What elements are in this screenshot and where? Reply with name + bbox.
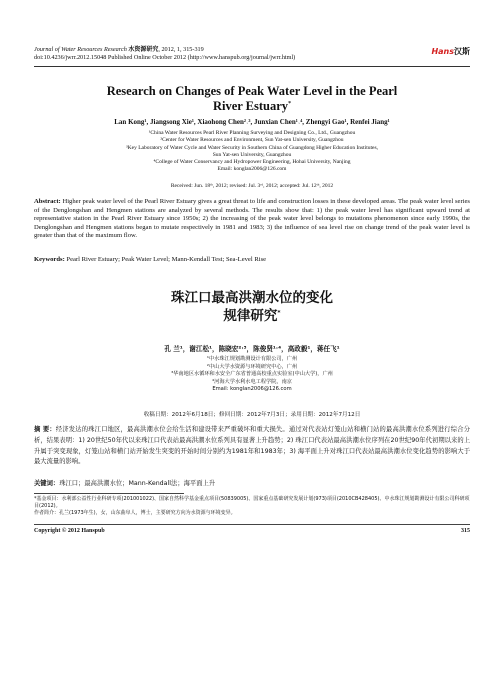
footer-rule [34, 524, 470, 525]
journal-name-cn: 水资源研究 [128, 46, 159, 53]
title-footnote-mark: * [288, 100, 292, 107]
affiliation-line: ⁴河海大学水利水电工程学院，南京 [212, 378, 292, 385]
english-affiliations [34, 130, 470, 174]
footnotes [34, 496, 470, 518]
affiliation-line: ¹China Water Resources Pearl River Planning Surveying and Designing Co., Ltd., Guangzhou [148, 130, 356, 136]
affiliation-line: ²Center for Water Resources and Environment, Sun Yat-sen University, Guangzhou [160, 137, 344, 144]
logo-hans-text: Hans [431, 47, 454, 56]
keywords-label: Keywords: [34, 256, 65, 263]
chinese-affiliations [34, 356, 470, 394]
title-footnote-mark: * [277, 309, 281, 317]
abstract-label: Abstract: [34, 198, 61, 205]
page-number: 315 [461, 528, 470, 534]
abstract-label: 摘 要： [34, 426, 56, 433]
english-title-line1: Research on Changes of Peak Water Level in the Pearl [106, 84, 398, 98]
footnote-rule [34, 493, 184, 494]
affiliation-line: ³华南地区水循环和水安全广东省普通高校重点实验室(中山大学)，广州 [171, 371, 333, 378]
english-title-line2: River Estuary [212, 99, 289, 113]
chinese-keywords [34, 478, 470, 487]
chinese-title [50, 289, 454, 325]
affiliation-line: ²中山大学水资源与环境研究中心，广州 [206, 363, 298, 370]
volume-info: , 2012, 1, 315-319 [158, 46, 204, 53]
header-rule [34, 66, 470, 67]
logo-cn-text: 汉斯 [454, 47, 470, 56]
journal-name-en: Journal of Water Resources Research [34, 46, 127, 53]
doi-line: doi:10.4236/jwrr.2012.15048 Published Online October 2012 (http://www.hanspub.org/journal/jwrr.html) [34, 54, 296, 61]
keywords-text: Pearl River Estuary; Peak Water Level; Mann-Kendall Test; Sea-Level Rise [64, 256, 267, 263]
chinese-title-line2: 规律研究 [223, 308, 278, 324]
author-email-link[interactable]: Email: konglan2006@126.com [212, 386, 292, 393]
english-title [50, 84, 454, 114]
keywords-text: 珠江口；最高洪潮水位；Mann-Kendall法；海平面上升 [59, 480, 216, 487]
chinese-title-line1: 珠江口最高洪潮水位的变化 [171, 290, 333, 306]
chinese-abstract [34, 425, 470, 468]
page-footer [34, 528, 470, 534]
english-abstract [34, 198, 470, 241]
chinese-authors: 孔 兰¹，谢江松¹，陈晓宏²˒³，陈俊贤¹˒⁴，高政毅¹，蒋任飞¹ [164, 345, 340, 353]
funding-footnote: *基金项目：水利部公益性行业科研专项(201001022)、国家自然科学基金重点项目(50839005)、国家重点基础研究发展计划(973)项目(2010CB428405)、中水珠江规划勘测设计有限公司科研项目(2012)。 [34, 496, 470, 510]
abstract-text: Higher peak water level of the Pearl River Estuary gives a great threat to life and construction losses in these developed areas. The peak water level series of the Denglongshan and Hengmen stations are analyzed by several methods. The results show that: 1) the peak water level has significant upward trend at representative station in the Pearl River Estuary since 1950s; 2) the increasing of the peak water level belongs to mutations phenomenon since early 1990s, the Denglongshan and Hengmen stations began to mutate respectively in 1981 and 1983; 3) the influence of sea level rise on change trend of the peak water level is greater than that of the maximum flow. [34, 198, 470, 240]
affiliation-line: Sun Yat-sen University, Guangzhou [212, 151, 292, 158]
chinese-received-dates: 收稿日期：2012年6月18日；修回日期：2012年7月3日；录用日期：2012年7月12日 [143, 412, 361, 418]
hans-logo [431, 46, 470, 57]
affiliation-line: ⁴College of Water Conservancy and Hydropower Engineering, Hohai University, Nanjing [153, 159, 351, 166]
english-received-dates: Received: Jun. 18ᵗʰ, 2012; revised: Jul. 3ʳᵈ, 2012; accepted: Jul. 12ᵗʰ, 2012 [170, 183, 334, 189]
author-bio-footnote: 作者简介：孔兰(1973年生)，女，山东曲阜人，博士，主要研究方向为水资源与环境变异。 [34, 510, 236, 517]
abstract-text: 经济发达的珠江口地区，最高洪潮水位会给生活和建设带来严重破坏和重大损失。通过对代表站灯笼山站和横门站的最高洪潮水位系列进行综合分析，结果表明：1) 20世纪50年代以来珠江口代表站最高洪潮水位系列具有显著上升趋势；2) 珠江口代表站最高洪潮水位序列在20世纪90年代初期以来的上升属于突变现象，灯笼山站和横门站开始发生突变的开始时间分别约为1981年和1983年；3) 海平面上升对珠江口代表站最高洪潮水位变化趋势的影响大于最大流量的影响。 [34, 426, 470, 466]
affiliation-line: ¹中水珠江规划勘测设计有限公司，广州 [206, 356, 298, 362]
author-email-link[interactable]: Email: konglan2006@126.com [217, 166, 287, 173]
affiliation-line: ³Key Laboratory of Water Cycle and Water Security in Southern China of Guangdong Higher Education Institutes, [126, 144, 378, 151]
journal-header [34, 46, 470, 62]
english-authors: Lan Kong¹, Jiangsong Xie¹, Xiaohong Chen²˒³, Junxian Chen¹˒⁴, Zhengyi Gao¹, Renfei Jiang¹ [114, 118, 390, 126]
keywords-label: 关键词： [34, 480, 60, 487]
copyright: Copyright © 2012 Hanspub [34, 528, 105, 534]
english-keywords [34, 256, 470, 263]
